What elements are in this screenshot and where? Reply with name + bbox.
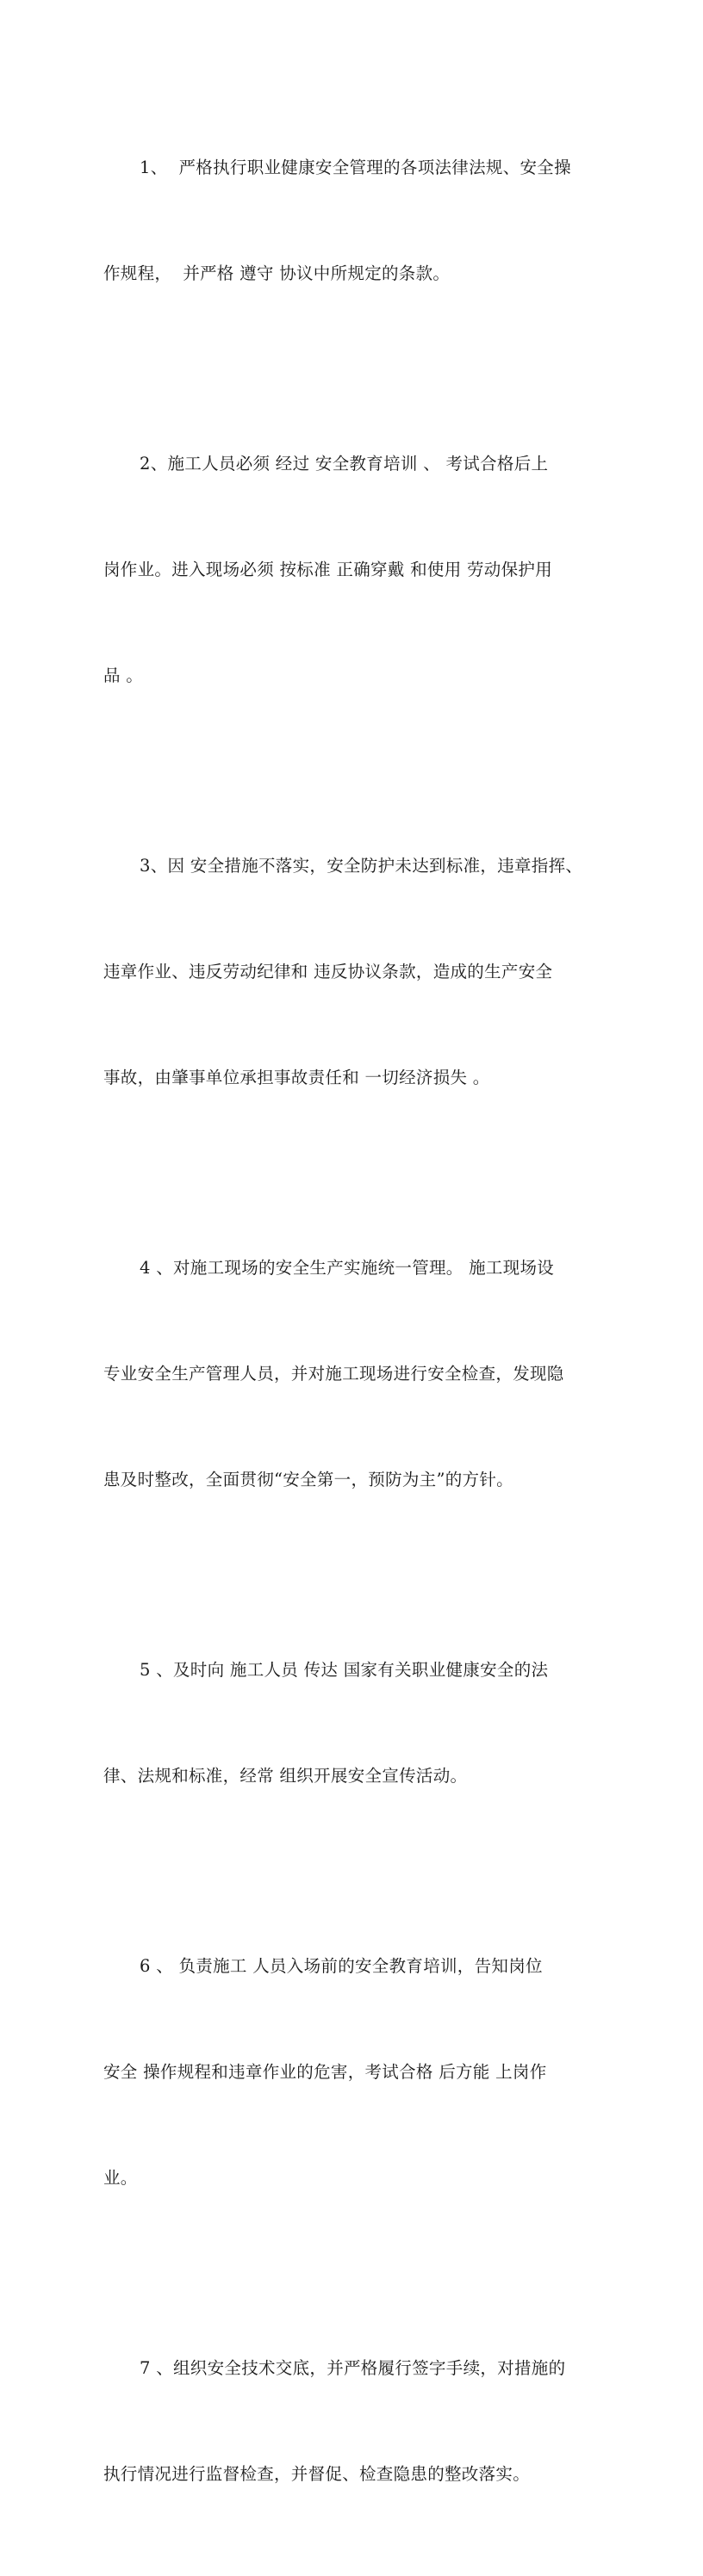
clause-4: [103, 1180, 601, 1568]
clause-4-line-1: 4 、对施工现场的安全生产实施统一管理。 施工现场设: [140, 1258, 555, 1278]
clause-6-line-3: 业。: [103, 2168, 138, 2188]
clause-3: [103, 777, 601, 1166]
clause-5: [103, 1582, 601, 1864]
clause-2: [103, 375, 601, 764]
clause-6-line-2: 安全 操作规程和违章作业的危害，考试合格 后方能 上岗作: [103, 2062, 547, 2082]
clause-3-line-1: 3、因 安全措施不落实，安全防护未达到标准，违章指挥、: [140, 856, 583, 876]
clause-2-line-3: 品 。: [103, 666, 144, 685]
clause-4-line-3: 患及时整改，全面贯彻“安全第一，预防为主”的方针。: [103, 1470, 513, 1489]
clause-5-line-2: 律、法规和标准，经常 组织开展安全宣传活动。: [103, 1766, 468, 1786]
clause-7-line-1: 7 、组织安全技术交底，并严格履行签字手续，对措施的: [140, 2358, 566, 2378]
clause-3-line-3: 事故，由肇事单位承担事故责任和 一切经济损失 。: [103, 1068, 490, 1087]
clause-5-line-1: 5 、及时向 施工人员 传达 国家有关职业健康安全的法: [140, 1660, 549, 1680]
clause-3-line-2: 违章作业、违反劳动纪律和 违反协议条款，造成的生产安全: [103, 962, 553, 981]
clause-7: [103, 2280, 601, 2562]
clause-1-line-1: 1、 严格执行职业健康安全管理的各项法律法规、安全操: [140, 158, 571, 177]
document-page: [103, 79, 601, 2576]
clause-4-line-2: 专业安全生产管理人员，并对施工现场进行安全检查，发现隐: [103, 1364, 564, 1384]
clause-7-line-2: 执行情况进行监督检查，并督促、检查隐患的整改落实。: [103, 2464, 531, 2484]
clause-1: [103, 79, 601, 362]
clause-1-line-2: 作规程， 并严格 遵守 协议中所规定的条款。: [103, 263, 451, 283]
clause-6-line-1: 6 、 负责施工 人员入场前的安全教育培训，告知岗位: [140, 1956, 543, 1976]
clause-2-line-2: 岗作业。进入现场必须 按标准 正确穿戴 和使用 劳动保护用: [103, 560, 552, 579]
clause-2-line-1: 2、施工人员必须 经过 安全教育培训 、 考试合格后上: [140, 454, 549, 474]
clause-6: [103, 1878, 601, 2266]
